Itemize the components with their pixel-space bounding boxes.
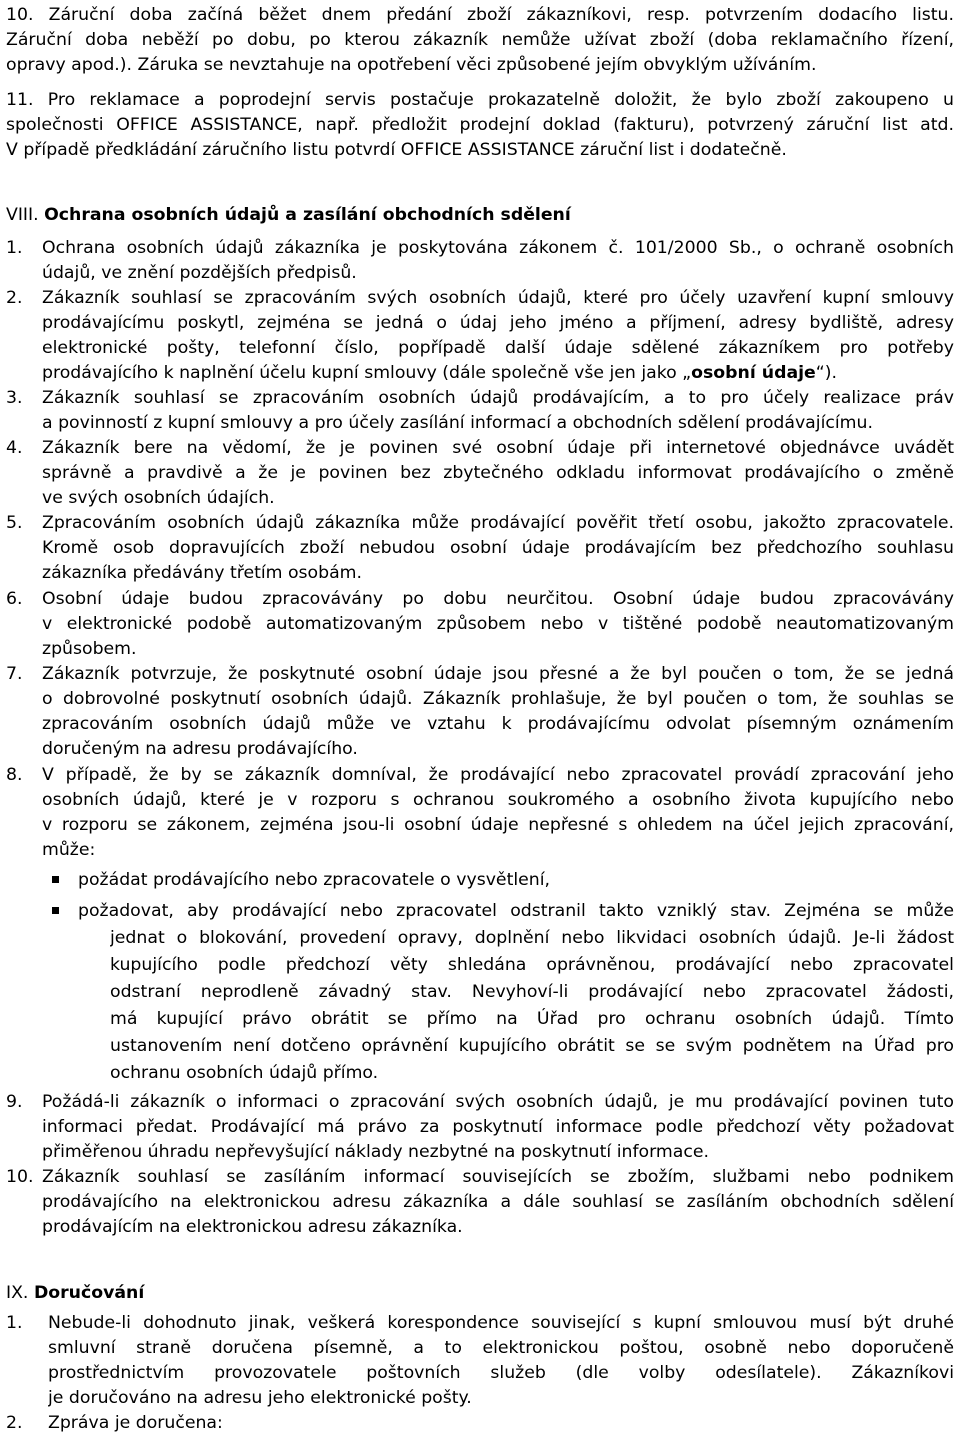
bullet-item-line: odstraní neprodleně závadný stav. Nevyhoví-li prodávající nebo zpracovatel žádosti,	[110, 982, 954, 1002]
section-heading-ix	[6, 1281, 960, 1306]
intro-line-4	[6, 88, 954, 113]
text: 10. Záruční doba začíná běžet dnem předání zboží zákazníkovi, resp. potvrzením dodacího listu.	[6, 5, 954, 25]
list-number: 2.	[6, 288, 23, 308]
section-number: IX.	[6, 1283, 29, 1303]
list-item-line: Kromě osob dopravujících zboží nebudou osobní údaje prodávajícím bez předchozího souhlasu	[42, 538, 954, 558]
list-item-line: Osobní údaje budou zpracovávány po dobu neurčitou. Osobní údaje budou zpracovávány	[42, 589, 954, 609]
list-item-line: Zákazník souhlasí se zpracováním osobních údajů prodávajícím, a to pro účely realizace práv	[42, 388, 954, 408]
section-title: Doručování	[33, 1283, 145, 1303]
list-item-line: v elektronické podobě automatizovaným způsobem nebo v tištěné podobě neautomatizovaným	[42, 614, 954, 634]
list-item-line: a povinností z kupní smlouvy a pro účely zasílání informací a obchodních sdělení prodávajícímu.	[42, 413, 873, 433]
bullet-item-line: požádat prodávajícího nebo zpracovatele o vysvětlení,	[78, 870, 551, 890]
section-number: VIII.	[6, 205, 39, 225]
list-item-line: prodávajícím na elektronickou adresu zákazníka.	[42, 1217, 463, 1237]
square-bullet-icon	[52, 907, 59, 914]
list-item-line: Požádá-li zákazník o informaci o zpracování svých osobních údajů, je mu prodávající povinen tuto	[42, 1092, 954, 1112]
list-number: 9.	[6, 1092, 23, 1112]
square-bullet-icon	[52, 876, 59, 883]
list-number: 1.	[6, 238, 23, 258]
section-heading-viii	[6, 203, 960, 228]
list-item-line: správně a pravdivě a že je povinen bez zbytečného odkladu informovat prodávajícího o změně	[42, 463, 954, 483]
list-number: 2.	[6, 1413, 23, 1433]
list-number: 5.	[6, 513, 23, 533]
list-item-line: Zákazník souhlasí se zasíláním informací souvisejících se zbožím, službami nebo podnikem	[42, 1167, 954, 1187]
list-item-line: může:	[42, 840, 96, 860]
text: společnosti OFFICE ASSISTANCE, např. předložit prodejní doklad (fakturu), potvrzený záruční list atd.	[6, 115, 954, 135]
list-item-line: doručeným na adresu prodávajícího.	[42, 739, 358, 759]
intro-line-1	[6, 3, 954, 28]
bullet-item-line: ochranu osobních údajů přímo.	[110, 1063, 379, 1083]
list-item-line: je doručováno na adresu jeho elektronické pošty.	[48, 1388, 472, 1408]
list-item-line: o dobrovolné poskytnutí osobních údajů. Zákazník prohlašuje, že byl poučen o tom, že souhlas se	[42, 689, 954, 709]
list-item-line: prostřednictvím provozovatele poštovních služeb (dle volby odesílatele). Zákazníkovi	[48, 1363, 954, 1383]
list-item-line: Zákazník potvrzuje, že poskytnuté osobní údaje jsou přesné a že byl poučen o tom, že se jedná	[42, 664, 954, 684]
list-number: 4.	[6, 438, 23, 458]
emphasis: osobní údaje	[691, 363, 816, 383]
list-item-line: v rozporu se zákonem, zejména jsou-li osobní údaje nepřesné s ohledem na účel jejich zpracování,	[42, 815, 954, 835]
list-number: 7.	[6, 664, 23, 684]
bullet-item-line: požadovat, aby prodávající nebo zpracovatel odstranil takto vzniklý stav. Zejména se může	[78, 901, 954, 921]
text: V případě předkládání záručního listu potvrdí OFFICE ASSISTANCE záruční list i dodatečně.	[6, 140, 787, 160]
intro-line-6	[6, 138, 960, 163]
list-item-line: V případě, že by se zákazník domníval, že prodávající nebo zpracovatel provádí zpracování jeho	[42, 765, 954, 785]
list-item-line: Zpracováním osobních údajů zákazníka může prodávající pověřit třetí osobu, jakožto zpracovatele.	[42, 513, 954, 533]
text: 11. Pro reklamace a poprodejní servis postačuje prokazatelně doložit, že bylo zboží zakoupeno u	[6, 90, 954, 110]
bullet-item-line: jednat o blokování, provedení opravy, doplnění nebo likvidaci osobních údajů. Je-li žádost	[110, 928, 954, 948]
list-number: 10.	[6, 1167, 34, 1187]
list-item-line: prodávajícího na elektronickou adresu zákazníka a dále souhlasí se zasíláním obchodních sdělení	[42, 1192, 954, 1212]
list-item-line: smluvní straně doručena písemně, a to elektronickou poštou, osobně nebo doporučeně	[48, 1338, 954, 1358]
list-number: 8.	[6, 765, 23, 785]
list-item-line: Nebude-li dohodnuto jinak, veškerá korespondence související s kupní smlouvou musí být druhé	[48, 1313, 954, 1333]
bullet-item-line: kupujícího podle předchozí věty shledána oprávněnou, prodávající nebo zpracovatel	[110, 955, 954, 975]
list-number: 3.	[6, 388, 23, 408]
list-item-line: prodávajícího k naplnění účelu kupní smlouvy (dále společně vše jen jako „osobní údaje“).	[42, 363, 837, 383]
list-item-line: elektronické pošty, telefonní číslo, popřípadě další údaje sdělené zákazníkem pro potřeby	[42, 338, 954, 358]
text: Záruční doba neběží po dobu, po kterou zákazník nemůže užívat zboží (doba reklamačního řízení,	[6, 30, 954, 50]
list-number: 1.	[6, 1313, 23, 1333]
list-item-line: přiměřenou úhradu nepřevyšující náklady nezbytné na poskytnutí informace.	[42, 1142, 709, 1162]
text: opravy apod.). Záruka se nevztahuje na opotřebení věci způsobené jejím obvyklým užíváním.	[6, 55, 817, 75]
list-item-line: informaci předat. Prodávající má právo za poskytnutí informace podle předchozí věty požadovat	[42, 1117, 954, 1137]
bullet-item-line: má kupující právo obrátit se přímo na Úřad pro ochranu osobních údajů. Tímto	[110, 1009, 954, 1029]
intro-line-2	[6, 28, 954, 53]
list-item-line: Ochrana osobních údajů zákazníka je poskytována zákonem č. 101/2000 Sb., o ochraně osobních	[42, 238, 954, 258]
list-number: 6.	[6, 589, 23, 609]
list-item-line: zpracováním osobních údajů může ve vztahu k prodávajícímu odvolat písemným oznámením	[42, 714, 954, 734]
list-item-line: osobních údajů, které je v rozporu s ochranou soukromého a osobního života kupujícího nebo	[42, 790, 954, 810]
section-title: Ochrana osobních údajů a zasílání obchodních sdělení	[44, 205, 571, 225]
list-item-line: Zpráva je doručena:	[48, 1413, 223, 1433]
intro-line-5	[6, 113, 954, 138]
list-item-line: Zákazník souhlasí se zpracováním svých osobních údajů, které pro účely uzavření kupní smlouvy	[42, 288, 954, 308]
list-item-line: zákazníka předávány třetím osobám.	[42, 563, 363, 583]
list-item-line: prodávajícímu poskytl, zejména se jedná o údaj jeho jméno a příjmení, adresy bydliště, adresy	[42, 313, 954, 333]
list-item-line: ve svých osobních údajích.	[42, 488, 275, 508]
bullet-item-line: ustanovením není dotčeno oprávnění kupujícího obrátit se se svým podnětem na Úřad pro	[110, 1036, 954, 1056]
list-item-line: údajů, ve znění pozdějších předpisů.	[42, 263, 357, 283]
intro-line-3	[6, 53, 960, 78]
list-item-line: Zákazník bere na vědomí, že je povinen své osobní údaje při internetové objednávce uvádět	[42, 438, 954, 458]
list-item-line: způsobem.	[42, 639, 137, 659]
